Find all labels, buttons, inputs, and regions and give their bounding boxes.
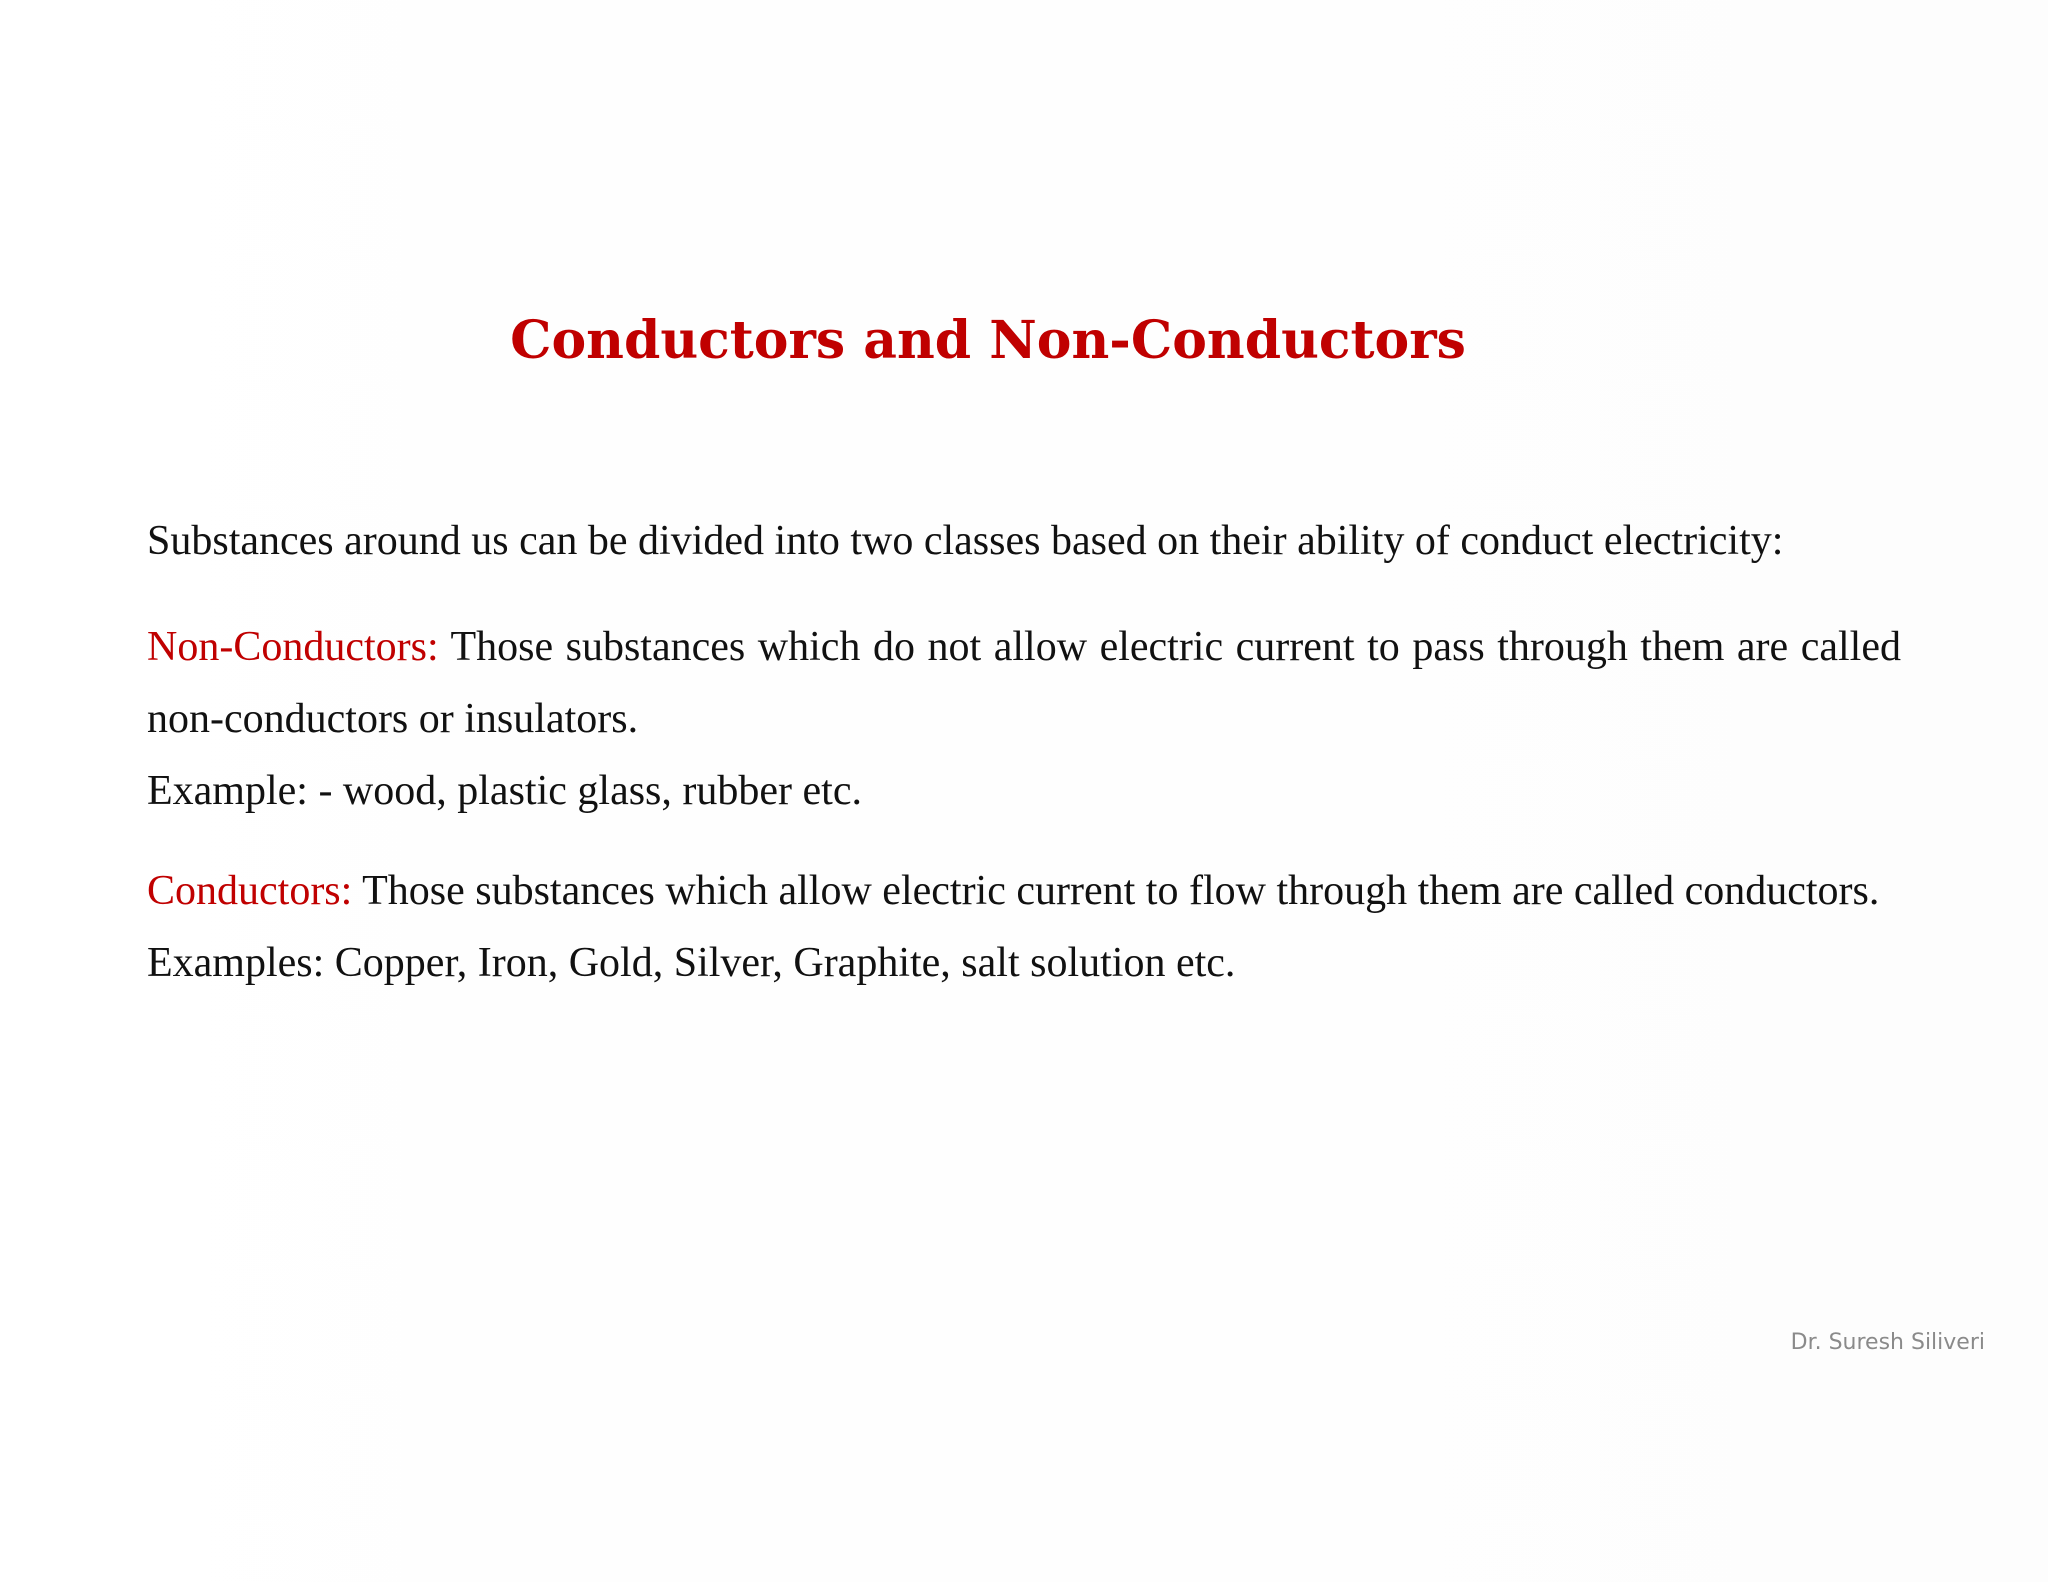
intro-text: Substances around us can be divided into two classes based on their ability of conduct electricity: xyxy=(147,518,1784,564)
conductors-definition xyxy=(147,855,1901,927)
non-conductors-text: Those substances which do not allow electric current to pass through them are called non-conductors or insulators. xyxy=(147,624,1901,742)
slide-body xyxy=(147,505,1901,999)
author-footer: Dr. Suresh Siliveri xyxy=(1790,1330,1985,1355)
conductors-term: Conductors: xyxy=(147,868,353,914)
non-conductors-example: Example: - wood, plastic glass, rubber etc. xyxy=(147,768,862,814)
non-conductors-definition xyxy=(147,611,1901,755)
non-conductors-term: Non-Conductors: xyxy=(147,624,439,670)
conductors-example: Examples: Copper, Iron, Gold, Silver, Graphite, salt solution etc. xyxy=(147,940,1236,986)
conductors-text: Those substances which allow electric current to flow through them are called conductors. xyxy=(362,868,1880,914)
slide-title: Conductors and Non-Conductors xyxy=(510,310,1466,371)
